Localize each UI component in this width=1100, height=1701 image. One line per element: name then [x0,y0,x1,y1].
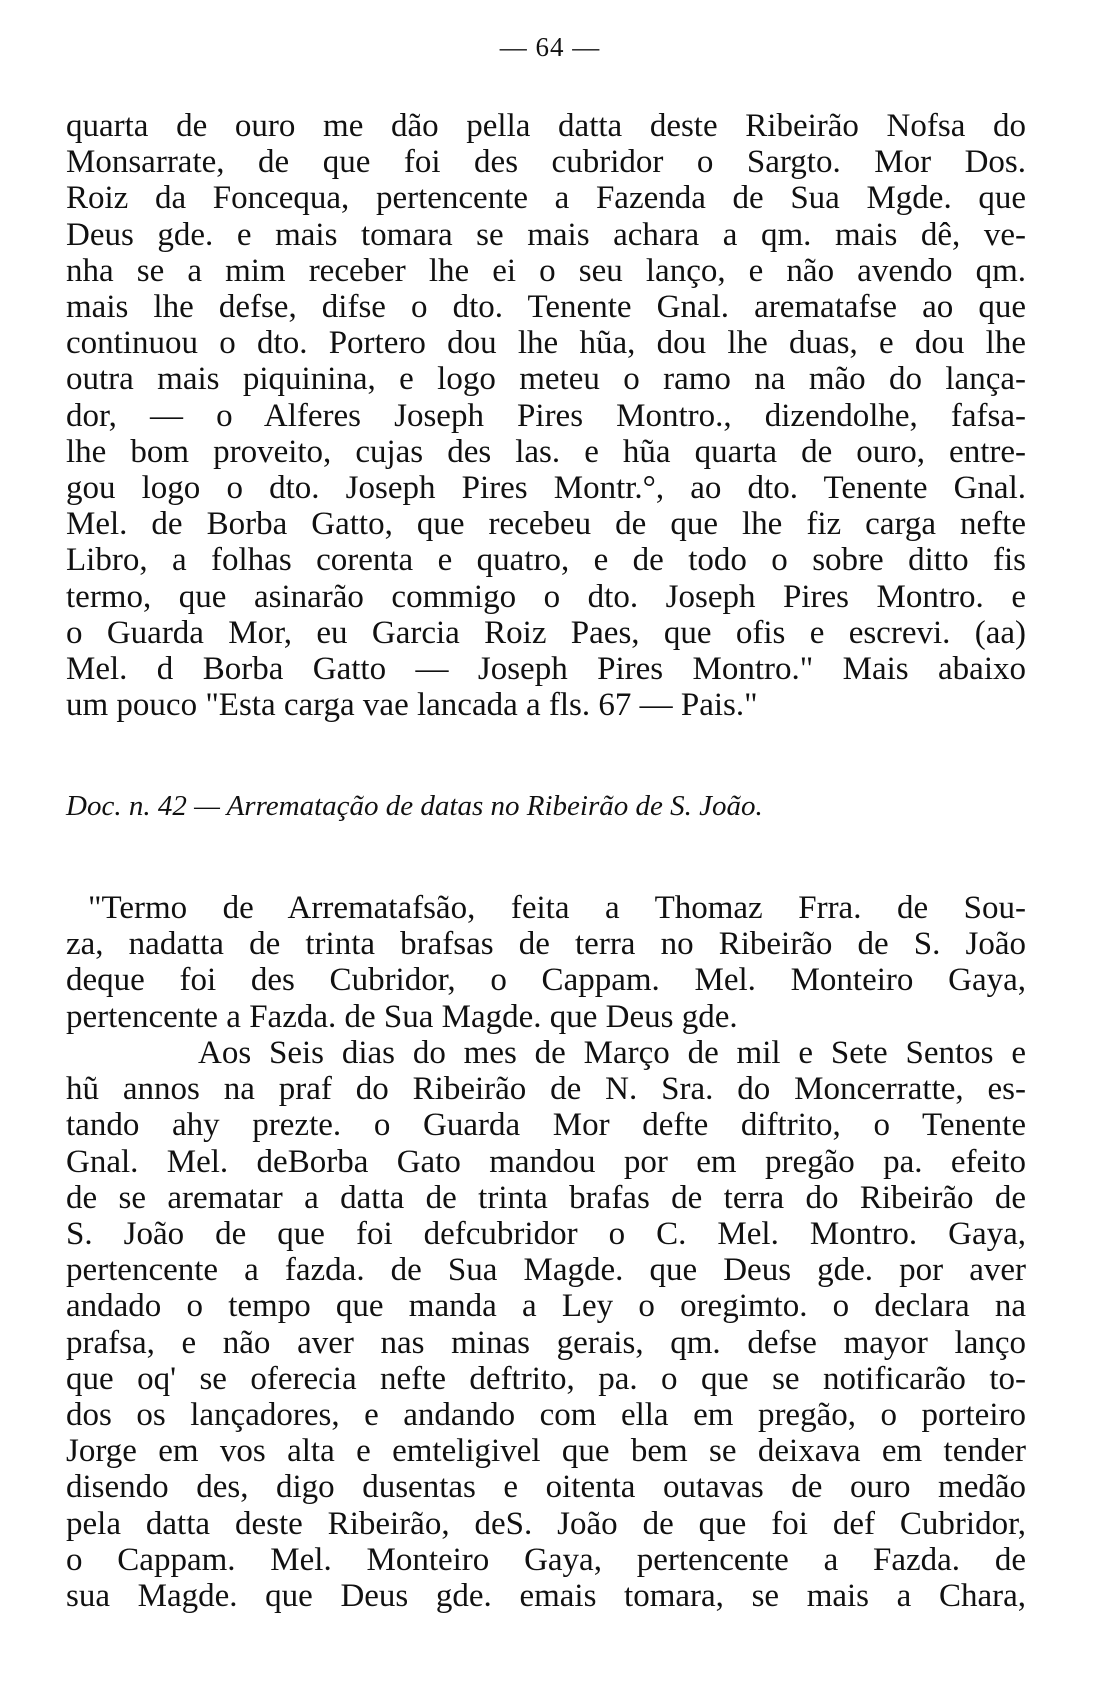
doc-heading: Doc. n. 42 — Arrematação de datas no Ribeirão de S. João. [66,790,763,822]
text-line: disendo des, digo dusentas e oitenta outavas de ouro medão [66,1469,1026,1506]
text-line: Mel. d Borba Gatto — Joseph Pires Montro." Mais abaixo [66,651,1026,688]
text-line: Aos Seis dias do mes de Março de mil e Sete Sentos e [198,1035,1026,1071]
text-line: que oq' se oferecia nefte deftrito, pa. o que se notificarão to- [66,1360,1026,1397]
text-line: za, nadatta de trinta brafsas de terra no Ribeirão de S. João [66,926,1026,963]
text-line: hũ annos na praf do Ribeirão de N. Sra. do Moncerratte, es- [66,1071,1026,1108]
text-line: Jorge em vos alta e emteligivel que bem se deixava em tender [66,1433,1026,1470]
text-line: Gnal. Mel. deBorba Gato mandou por em pregão pa. efeito [66,1143,1026,1180]
paragraph-1 [66,108,1026,723]
text-line: andado o tempo que manda a Ley o oregimto. o declara na [66,1288,1026,1325]
text-line: de se arematar a datta de trinta brafas de terra do Ribeirão de [66,1179,1026,1216]
text-line: outra mais piquinina, e logo meteu o ramo na mão do lança- [66,361,1026,398]
text-line: Deus gde. e mais tomara se mais achara a qm. mais dê, ve- [66,216,1026,253]
text-line: um pouco "Esta carga vae lancada a fls. 67 — Pais." [66,687,758,724]
text-line: termo, que asinarão commigo o dto. Joseph Pires Montro. e [66,578,1026,615]
text-line: sua Magde. que Deus gde. emais tomara, se mais a Chara, [66,1578,1026,1615]
text-line: pertencente a fazda. de Sua Magde. que Deus gde. por aver [66,1252,1026,1289]
text-line: S. João de que foi defcubridor o C. Mel. Montro. Gaya, [66,1216,1026,1253]
text-line: dor, — o Alferes Joseph Pires Montro., dizendolhe, fafsa- [66,397,1026,434]
text-line: dos os lançadores, e andando com ella em pregão, o porteiro [66,1397,1026,1434]
text-line: prafsa, e não aver nas minas gerais, qm. defse mayor lanço [66,1324,1026,1361]
page-number: — 64 — [499,32,601,62]
text-line: pela datta deste Ribeirão, deS. João de que foi def Cubridor, [66,1505,1026,1542]
text-line: tando ahy prezte. o Guarda Mor defte diftrito, o Tenente [66,1107,1026,1144]
text-line: Monsarrate, de que foi des cubridor o Sargto. Mor Dos. [66,144,1026,181]
paragraph-2 [66,890,1026,1035]
text-line: quarta de ouro me dão pella datta deste Ribeirão Nofsa do [66,108,1026,144]
paragraph-3 [66,1035,1026,1614]
text-line: lhe bom proveito, cujas des las. e hũa quarta de ouro, entre- [66,433,1026,470]
text-line: pertencente a Fazda. de Sua Magde. que Deus gde. [66,998,738,1035]
text-line: "Termo de Arrematafsão, feita a Thomaz Frra. de Sou- [88,890,1026,926]
text-line: Mel. de Borba Gatto, que recebeu de que lhe fiz carga nefte [66,506,1026,543]
text-line: gou logo o dto. Joseph Pires Montr.°, ao dto. Tenente Gnal. [66,470,1026,507]
text-line: mais lhe defse, difse o dto. Tenente Gnal. arematafse ao que [66,289,1026,326]
text-line: deque foi des Cubridor, o Cappam. Mel. Monteiro Gaya, [66,962,1026,999]
text-line: Libro, a folhas corenta e quatro, e de todo o sobre ditto fis [66,542,1026,579]
text-line: continuou o dto. Portero dou lhe hũa, dou lhe duas, e dou lhe [66,325,1026,362]
text-line: o Guarda Mor, eu Garcia Roiz Paes, que ofis e escrevi. (aa) [66,614,1026,651]
text-line: nha se a mim receber lhe ei o seu lanço, e não avendo qm. [66,252,1026,289]
text-line: Roiz da Foncequa, pertencente a Fazenda de Sua Mgde. que [66,180,1026,217]
text-line: o Cappam. Mel. Monteiro Gaya, pertencente a Fazda. de [66,1541,1026,1578]
